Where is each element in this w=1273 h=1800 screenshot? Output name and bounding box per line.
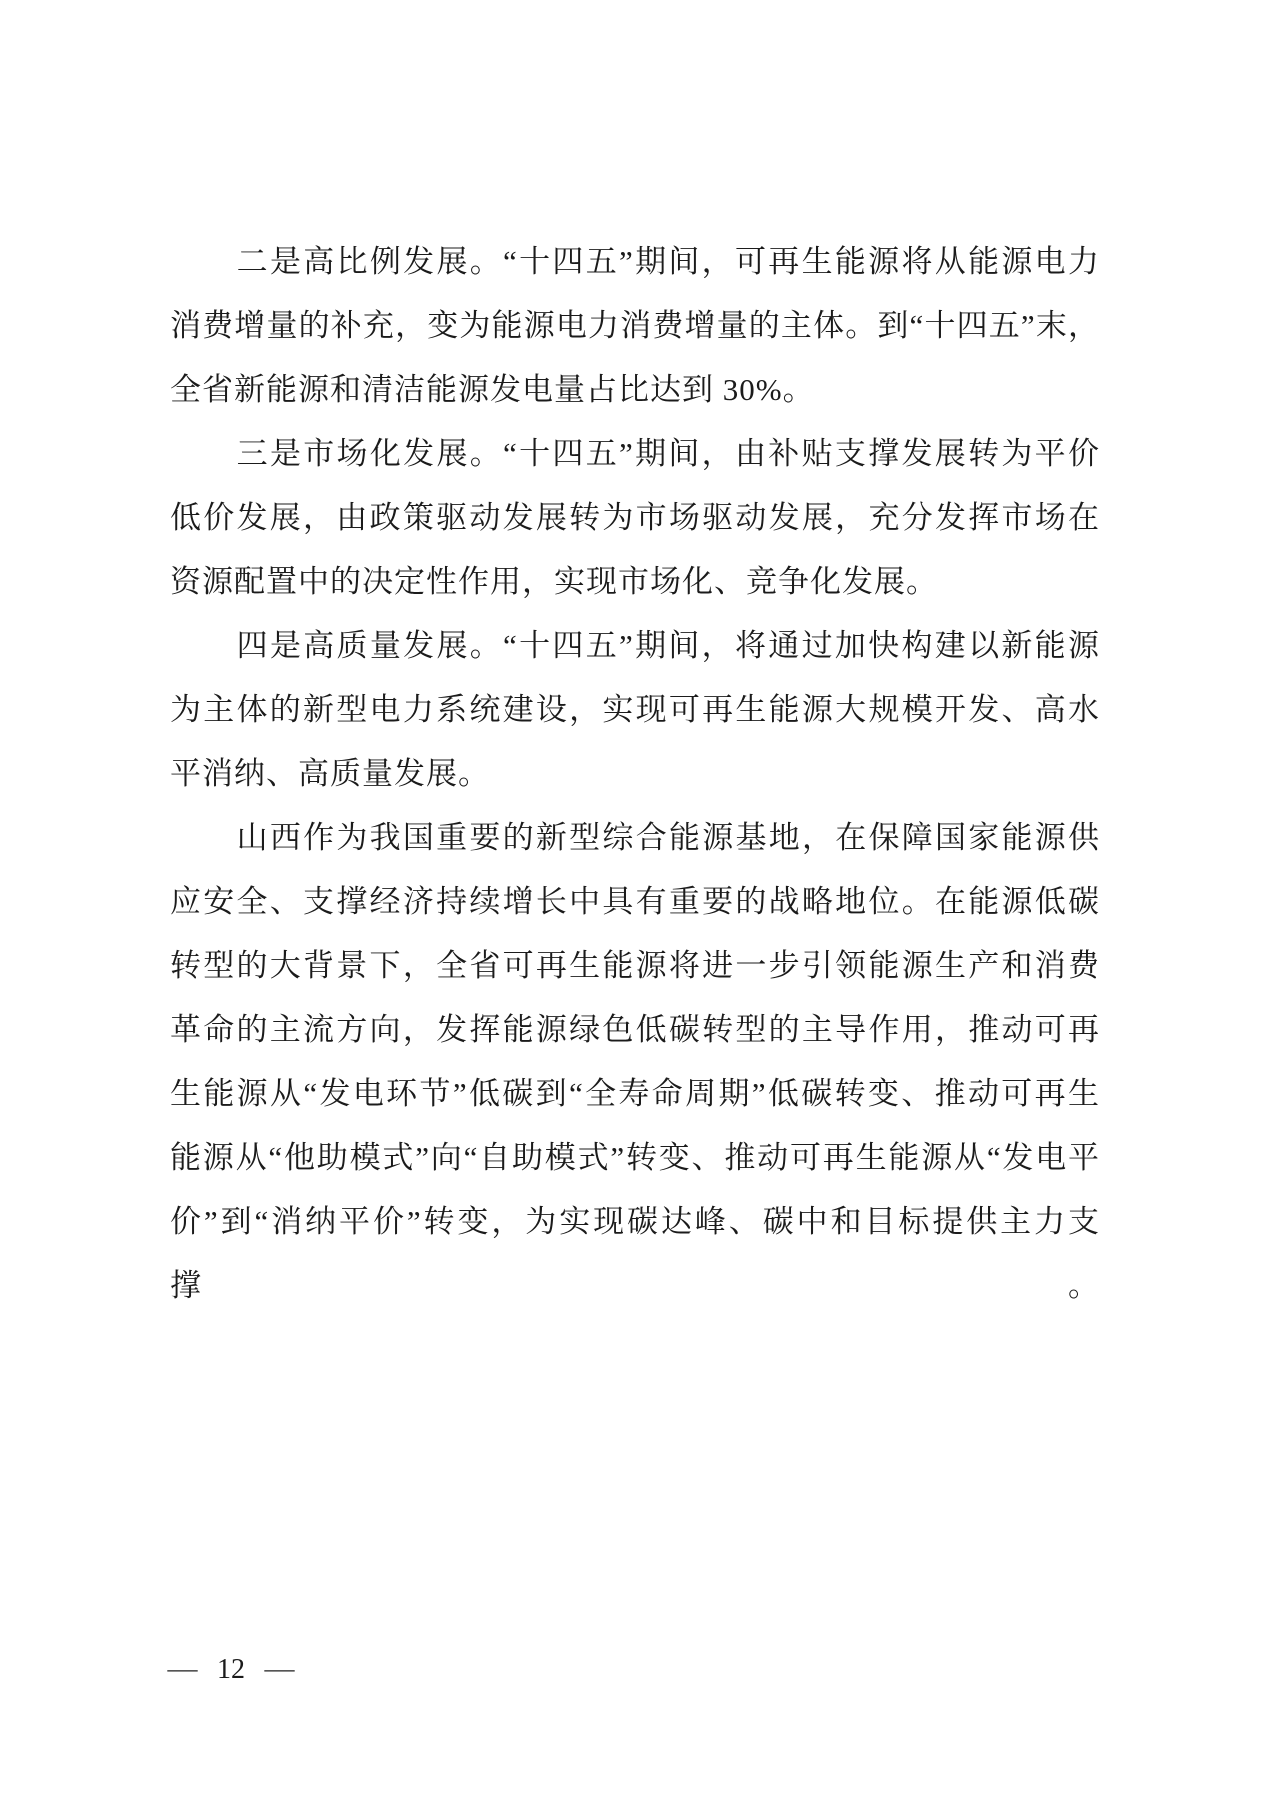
text-line: 三是市场化发展。“十四五”期间，由补贴支撑发展转为平价	[236, 436, 1100, 471]
document-body	[170, 230, 1100, 1303]
text-line: 消费增量的补充，变为能源电力消费增量的主体。到“十四五”末，	[170, 308, 1100, 343]
text-line: 山西作为我国重要的新型综合能源基地，在保障国家能源供	[236, 820, 1100, 855]
text-line: 资源配置中的决定性作用，实现市场化、竞争化发展。	[170, 564, 938, 599]
page-footer	[167, 1653, 295, 1687]
text-line: 平消纳、高质量发展。	[170, 756, 490, 791]
paragraph	[170, 422, 1100, 614]
text-line: 全省新能源和清洁能源发电量占比达到 30%。	[170, 372, 815, 407]
text-line: 能源从“他助模式”向“自助模式”转变、推动可再生能源从“发电平	[170, 1140, 1100, 1175]
text-line: 为主体的新型电力系统建设，实现可再生能源大规模开发、高水	[170, 692, 1100, 727]
text-line: 四是高质量发展。“十四五”期间，将通过加快构建以新能源	[236, 628, 1100, 663]
page-number-dash-left: —	[167, 1656, 198, 1683]
text-line: 应安全、支撑经济持续增长中具有重要的战略地位。在能源低碳	[170, 884, 1100, 919]
page-number: 12	[217, 1654, 245, 1685]
text-line: 转型的大背景下，全省可再生能源将进一步引领能源生产和消费	[170, 948, 1100, 983]
text-line: 生能源从“发电环节”低碳到“全寿命周期”低碳转变、推动可再生	[170, 1076, 1100, 1111]
paragraph	[170, 230, 1100, 422]
page-number-dash-right: —	[264, 1656, 295, 1683]
paragraph	[170, 806, 1100, 1303]
text-line: 价”到“消纳平价”转变，为实现碳达峰、碳中和目标提供主力支撑。	[170, 1204, 1100, 1303]
paragraph	[170, 614, 1100, 806]
text-line: 低价发展，由政策驱动发展转为市场驱动发展，充分发挥市场在	[170, 500, 1100, 535]
text-line: 革命的主流方向，发挥能源绿色低碳转型的主导作用，推动可再	[170, 1012, 1100, 1047]
text-line: 二是高比例发展。“十四五”期间，可再生能源将从能源电力	[236, 244, 1100, 279]
